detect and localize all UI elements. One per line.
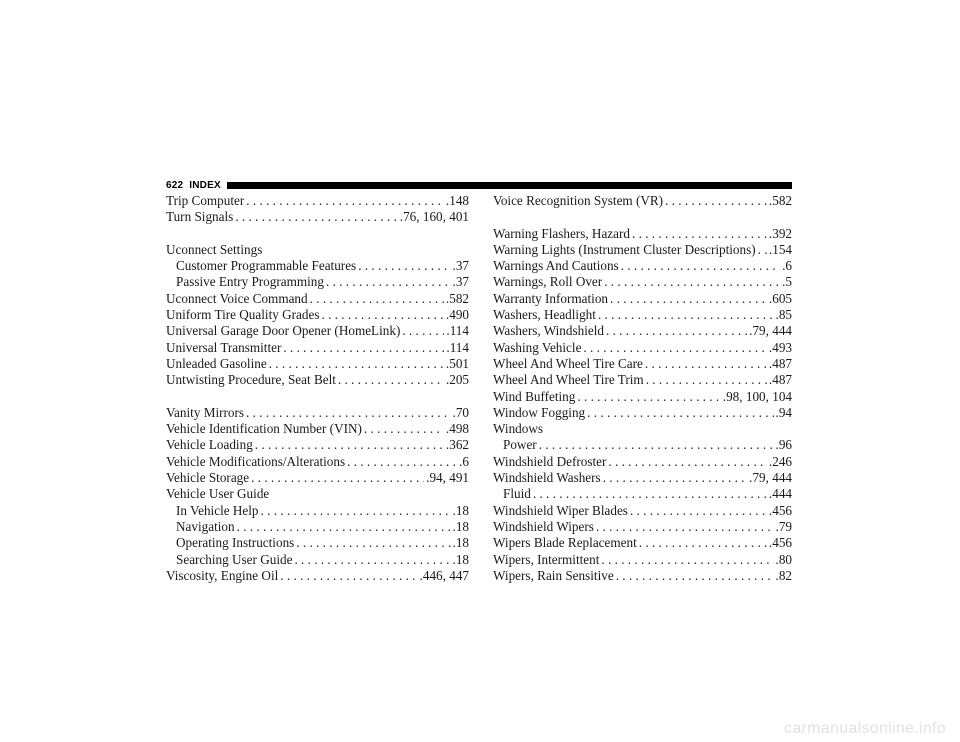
entry-pages: .501 [445,355,469,371]
entry-term: Warnings And Cautions [493,258,619,274]
entry-term: Wipers, Intermittent [493,551,600,567]
index-entry [493,535,792,551]
index-entry [493,405,792,421]
entry-pages: .205 [445,372,469,388]
dot-leader [294,552,450,568]
dot-leader [235,209,397,225]
entry-pages: .582 [445,290,469,306]
dot-leader [632,226,767,242]
dot-leader [338,372,444,388]
index-entry [166,323,469,339]
dot-leader [347,454,457,470]
entry-pages: .80 [775,551,792,567]
dot-leader [601,552,773,568]
index-entry [493,552,792,568]
header-rule [227,182,792,189]
section-title: INDEX [189,179,221,191]
index-entry [493,242,792,258]
dot-leader [539,437,774,453]
dot-leader [610,291,767,307]
page-number: 622 [166,179,184,191]
index-entry [493,340,792,356]
entry-pages: .490 [445,307,469,323]
entry-pages: .18 [452,551,469,567]
index-entry [166,454,469,470]
index-entry [493,372,792,388]
dot-leader [321,307,443,323]
dot-leader [364,421,444,437]
entry-term: Turn Signals [166,209,234,225]
index-entry [493,291,792,307]
index-entry [166,405,469,421]
entry-pages: .392 [768,225,792,241]
entry-pages: .114 [446,339,469,355]
index-heading: Windows [493,421,544,437]
entry-term: Voice Recognition System (VR) [493,193,664,208]
dot-leader [310,291,444,307]
index-entry [493,307,792,323]
entry-term: Vehicle Loading [166,437,253,453]
index-subentry [166,535,469,551]
entry-pages: .114 [446,323,469,339]
entry-term: Fluid [503,486,531,502]
page-number-and-section [166,180,221,191]
entry-pages: .6 [782,258,792,274]
index-entry [493,470,792,486]
index-entry [166,340,469,356]
dot-leader [758,242,767,258]
entry-pages: .70 [452,404,469,420]
entry-pages: .5 [782,274,792,290]
dot-leader [608,454,767,470]
index-column-right [493,193,792,584]
page-header [166,178,792,192]
index-column-left [166,193,469,584]
entry-pages: .79, 444 [749,323,792,339]
entry-term: Uniform Tire Quality Grades [166,307,320,323]
index-entry [493,356,792,372]
entry-term: Wipers Blade Replacement [493,535,637,551]
entry-pages: .37 [452,258,469,274]
watermark: carmanualsonline.info [784,720,946,737]
entry-pages: .79, 444 [749,470,792,486]
dot-leader [533,486,767,502]
entry-term: Universal Garage Door Opener (HomeLink) [166,323,401,339]
entry-term: Wheel And Wheel Tire Trim [493,372,644,388]
index-entry [166,291,469,307]
entry-term: Viscosity, Engine Oil [166,567,279,583]
dot-leader [645,356,767,372]
entry-pages: .94, 491 [426,470,469,486]
dot-leader [358,258,450,274]
entry-pages: .79 [775,518,792,534]
entry-term: Operating Instructions [176,535,295,551]
index-entry [166,209,469,225]
dot-leader [402,323,444,339]
entry-term: Warnings, Roll Over [493,274,603,290]
entry-term: Uconnect Voice Command [166,290,308,306]
entry-term: Washing Vehicle [493,339,582,355]
entry-pages: .18 [452,535,469,551]
entry-pages: .37 [452,274,469,290]
entry-term: Windshield Defroster [493,453,607,469]
entry-pages: .456 [768,535,792,551]
dot-leader [269,356,444,372]
index-entry [166,307,469,323]
dot-leader [255,437,444,453]
entry-term: Vanity Mirrors [166,404,245,420]
entry-term: Warranty Information [493,290,609,306]
entry-pages: .487 [768,372,792,388]
entry-pages: .498 [445,421,469,437]
index-entry [493,258,792,274]
entry-term: Vehicle Modifications/Alterations [166,453,346,469]
dot-leader [630,503,767,519]
index-entry [493,503,792,519]
entry-pages: .82 [775,567,792,583]
dot-leader [606,323,747,339]
index-entry [493,389,792,405]
entry-pages: .493 [768,339,792,355]
dot-leader [280,568,417,584]
entry-pages: .582 [768,193,792,208]
index-subentry [493,486,792,502]
dot-leader [639,535,767,551]
entry-term: Searching User Guide [176,551,293,567]
index-entry [166,437,469,453]
index-spacer [493,209,792,225]
index-entry [166,421,469,437]
entry-pages: .246 [768,453,792,469]
entry-pages: .94 [775,404,792,420]
index-entry [493,323,792,339]
dot-leader [621,258,780,274]
entry-term: Washers, Windshield [493,323,604,339]
entry-pages: .456 [768,502,792,518]
index-heading: Vehicle User Guide [166,486,270,502]
entry-term: Windshield Wiper Blades [493,502,628,518]
index-entry [166,372,469,388]
index-heading: Uconnect Settings [166,241,263,257]
index-entry [166,568,469,584]
entry-pages: .362 [445,437,469,453]
dot-leader [237,519,451,535]
index-entry [493,454,792,470]
entry-pages: .605 [768,290,792,306]
dot-leader [646,372,767,388]
entry-term: Passive Entry Programming [176,274,324,290]
index-subentry [166,503,469,519]
dot-leader [598,307,774,323]
entry-term: Wipers, Rain Sensitive [493,567,614,583]
entry-pages: .18 [452,518,469,534]
entry-term: In Vehicle Help [176,502,259,518]
entry-term: Vehicle Storage [166,470,250,486]
dot-leader [587,405,773,421]
entry-pages: .85 [775,307,792,323]
entry-term: Untwisting Procedure, Seat Belt [166,372,336,388]
entry-term: Warning Lights (Instrument Cluster Descriptions) [493,241,756,257]
index-entry [166,470,469,486]
entry-pages: .487 [768,355,792,371]
index-spacer [166,226,469,242]
entry-term: Washers, Headlight [493,307,596,323]
dot-leader [616,568,774,584]
entry-term: Wheel And Wheel Tire Care [493,355,643,371]
entry-pages: .154 [768,241,792,257]
entry-term: Windshield Washers [493,470,601,486]
entry-pages: .98, 100, 104 [722,388,792,404]
index-subentry [166,552,469,568]
entry-term: Unleaded Gasoline [166,355,267,371]
entry-term: Window Fogging [493,404,586,420]
entry-pages: .444 [768,486,792,502]
entry-term: Vehicle Identification Number (VIN) [166,421,362,437]
dot-leader [326,274,451,290]
index-subentry [493,437,792,453]
index-subentry [166,258,469,274]
dot-leader [251,470,424,486]
dot-leader [604,274,780,290]
index-entry [493,519,792,535]
entry-term: Windshield Wipers [493,518,594,534]
index-spacer [166,389,469,405]
index-entry [493,274,792,290]
entry-pages: .148 [445,193,469,208]
entry-term: Universal Transmitter [166,339,282,355]
dot-leader [583,340,767,356]
index-entry [166,356,469,372]
entry-pages: .96 [775,437,792,453]
index-entry [493,226,792,242]
index-entry [493,193,792,209]
entry-term: Trip Computer [166,193,245,208]
entry-pages: .6 [459,453,469,469]
entry-term: Navigation [176,518,235,534]
dot-leader [296,535,450,551]
entry-term: Customer Programmable Features [176,258,357,274]
entry-term: Power [503,437,537,453]
dot-leader [261,503,451,519]
index-entry [166,193,469,209]
entry-term: Wind Buffeting [493,388,576,404]
index-subentry [166,274,469,290]
dot-leader [246,405,450,421]
dot-leader [283,340,444,356]
index-entry [493,568,792,584]
dot-leader [246,193,444,209]
entry-pages: .18 [452,502,469,518]
entry-pages: .76, 160, 401 [399,209,469,225]
dot-leader [665,193,767,209]
index-subentry [166,519,469,535]
dot-leader [596,519,774,535]
dot-leader [577,389,720,405]
dot-leader [603,470,747,486]
entry-pages: .446, 447 [419,567,469,583]
entry-term: Warning Flashers, Hazard [493,225,630,241]
